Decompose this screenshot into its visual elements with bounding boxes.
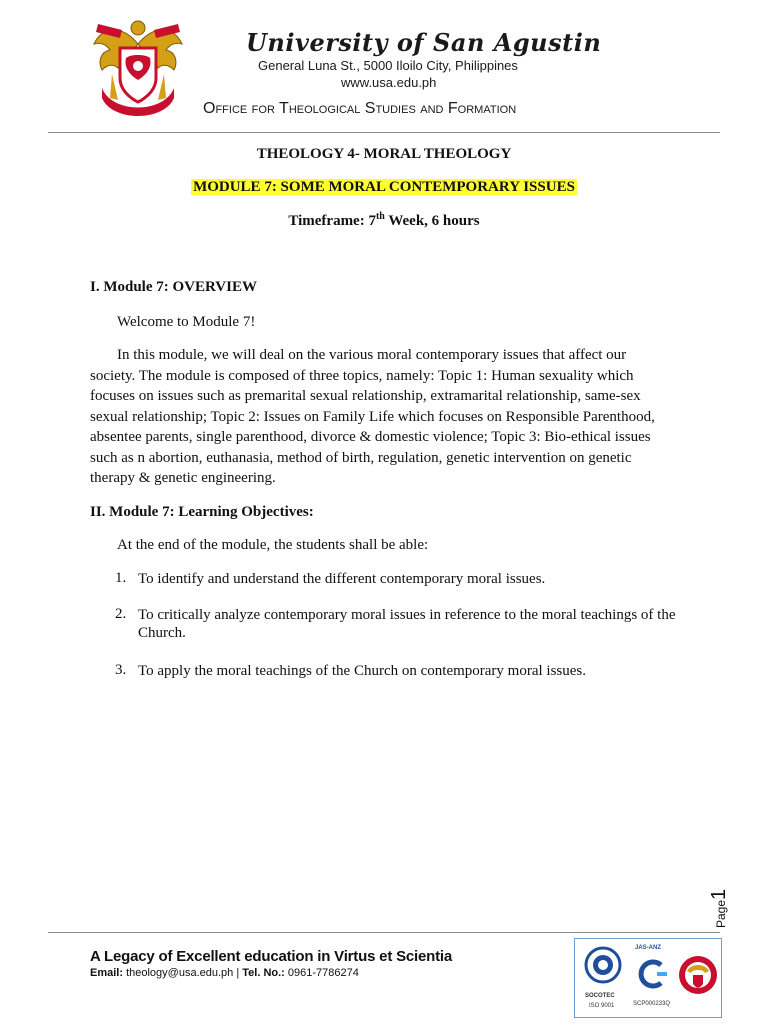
certification-badges [574, 938, 722, 1018]
iso-label: ISO 9001 [589, 1003, 615, 1009]
module-title-highlight: MODULE 7: SOME MORAL CONTEMPORARY ISSUES [193, 179, 575, 195]
jasanz-logo-icon [631, 957, 675, 991]
university-name: University of San Agustin [246, 28, 602, 57]
overview-paragraph [90, 345, 670, 489]
cert-code: SCP000233Q [633, 1001, 671, 1007]
overview-line: In this module, we will deal on the various moral contemporary issues that affect our [117, 347, 627, 363]
overview-line: absentee parents, single parenthood, divorce & domestic violence; Topic 3: Bio-ethical issues [90, 429, 651, 445]
page-word: Page [714, 899, 728, 928]
overview-line: focuses on issues such as premarital sexual relationship, extramarital relationship, same-sex [90, 388, 641, 404]
socotec-badge [579, 943, 627, 1013]
objectives-intro: At the end of the module, the students shall be able: [117, 537, 429, 553]
jasanz-badge [631, 943, 675, 1013]
tel-label: Tel. No.: [242, 967, 285, 979]
footer-divider [48, 932, 720, 933]
overview-line: such as n abortion, euthanasia, method of birth, regulation, genetic intervention on genetic [90, 449, 632, 466]
university-seal-badge [677, 943, 719, 1013]
jasanz-label: JAS-ANZ [635, 945, 662, 951]
university-address: General Luna St., 5000 Iloilo City, Philippines [258, 58, 518, 73]
header-divider [48, 132, 720, 133]
socotec-label: SOCOTEC [585, 993, 615, 999]
university-seal-icon [677, 953, 719, 997]
footer-tagline: A Legacy of Excellent education in Virtus et Scientia [90, 948, 453, 965]
email-value[interactable]: theology@usa.edu.ph [126, 967, 234, 979]
objective-text: To identify and understand the different contemporary moral issues. [138, 571, 546, 587]
overview-line: sexual relationship; Topic 2: Issues on Family Life which focuses on Responsible Parenthood, [90, 408, 655, 425]
university-website: www.usa.edu.ph [341, 75, 437, 90]
objective-number: 3. [115, 662, 127, 678]
timeframe-suffix: Week, 6 hours [384, 213, 480, 229]
timeframe-prefix: Timeframe: 7 [288, 213, 376, 229]
timeframe [0, 213, 768, 230]
contact-separator: | [233, 967, 243, 979]
socotec-logo-icon [579, 943, 627, 993]
university-crest-logo [92, 14, 184, 124]
page-number: 1 [708, 888, 730, 900]
overview-line: society. The module is composed of three topics, namely: Topic 1: Human sexuality which [90, 367, 634, 384]
tel-value: 0961-7786274 [287, 967, 359, 979]
objectives-heading: II. Module 7: Learning Objectives: [90, 504, 314, 520]
email-label: Email: [90, 967, 124, 979]
module-title [0, 179, 768, 196]
timeframe-ordinal: th [375, 211, 385, 222]
objective-text: To apply the moral teachings of the Church on contemporary moral issues. [138, 663, 587, 679]
course-title: THEOLOGY 4- MORAL THEOLOGY [256, 146, 512, 162]
overview-heading: I. Module 7: OVERVIEW [90, 279, 257, 295]
objective-number: 2. [115, 606, 127, 622]
office-name: Office for Theological Studies and Formation [203, 100, 517, 117]
footer-contact [90, 967, 359, 979]
overview-line: therapy & genetic engineering. [90, 470, 276, 486]
page-number-label [708, 882, 754, 928]
objective-text: To critically analyze contemporary moral issues in reference to the moral teachings of the Church. [138, 607, 676, 641]
welcome-text: Welcome to Module 7! [117, 314, 256, 330]
objective-number: 1. [115, 570, 127, 586]
